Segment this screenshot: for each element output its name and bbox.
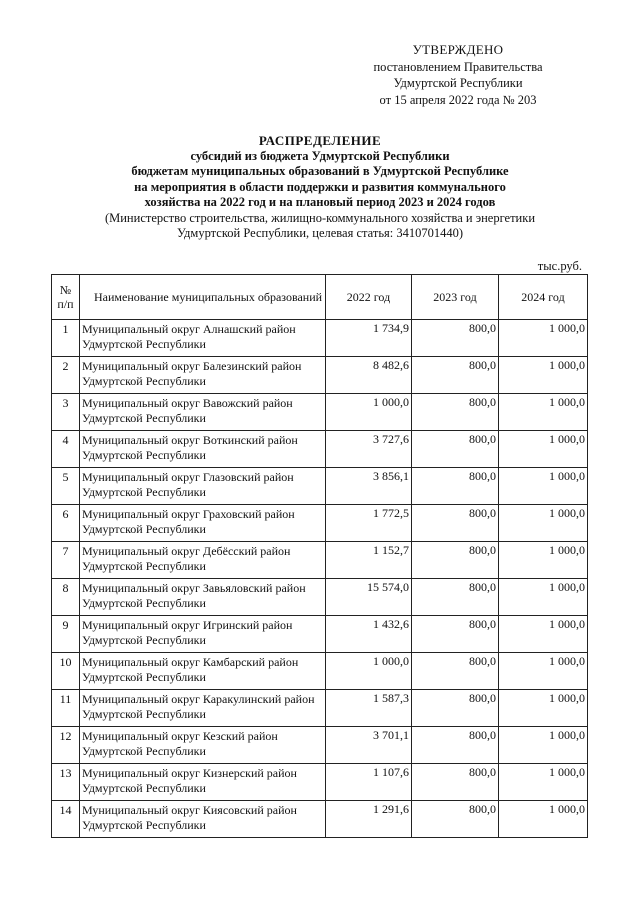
value-2022: 1 772,5: [326, 505, 412, 542]
table-row: [52, 616, 588, 653]
value-2023: 800,0: [412, 653, 499, 690]
table-row: [52, 357, 588, 394]
value-2022: 3 727,6: [326, 431, 412, 468]
row-number: 6: [52, 505, 80, 542]
row-number: 13: [52, 764, 80, 801]
municipality-name: Муниципальный округ Вавожский район Удмуртской Республики: [80, 394, 326, 431]
municipality-name: Муниципальный округ Кезский район Удмуртской Республики: [80, 727, 326, 764]
heading-line-2: бюджетам муниципальных образований в Удмуртской Республике: [131, 164, 509, 178]
heading-line-3: на мероприятия в области поддержки и развития коммунального: [134, 179, 506, 194]
table-row: [52, 431, 588, 468]
value-2024: 1 000,0: [499, 505, 588, 542]
approval-line-2: Удмуртской Республики: [393, 76, 523, 90]
document-heading: [60, 133, 580, 242]
municipality-name: Муниципальный округ Дебёсский район Удмуртской Республики: [80, 542, 326, 579]
value-2024: 1 000,0: [499, 801, 588, 838]
header-2022: 2022 год: [326, 275, 412, 320]
table-row: [52, 468, 588, 505]
value-2024: 1 000,0: [499, 579, 588, 616]
document-title: РАСПРЕДЕЛЕНИЕ: [258, 133, 382, 148]
row-number: 12: [52, 727, 80, 764]
header-municipality-name: Наименование муниципальных образований: [80, 275, 326, 320]
row-number: 14: [52, 801, 80, 838]
value-2023: 800,0: [412, 616, 499, 653]
row-number: 4: [52, 431, 80, 468]
approval-stamp: [358, 42, 558, 108]
value-2024: 1 000,0: [499, 764, 588, 801]
value-2022: 8 482,6: [326, 357, 412, 394]
municipality-name: Муниципальный округ Балезинский район Удмуртской Республики: [80, 357, 326, 394]
row-number: 11: [52, 690, 80, 727]
row-number: 5: [52, 468, 80, 505]
row-number: 1: [52, 320, 80, 357]
value-2022: 1 152,7: [326, 542, 412, 579]
value-2022: 1 107,6: [326, 764, 412, 801]
municipality-name: Муниципальный округ Каракулинский район Удмуртской Республики: [80, 690, 326, 727]
value-2023: 800,0: [412, 394, 499, 431]
table-row: [52, 653, 588, 690]
value-2024: 1 000,0: [499, 616, 588, 653]
value-2024: 1 000,0: [499, 653, 588, 690]
value-2023: 800,0: [412, 320, 499, 357]
value-2023: 800,0: [412, 431, 499, 468]
value-2022: 1 432,6: [326, 616, 412, 653]
municipality-name: Муниципальный округ Глазовский район Удмуртской Республики: [80, 468, 326, 505]
value-2023: 800,0: [412, 801, 499, 838]
approval-line-1: постановлением Правительства: [373, 59, 543, 74]
row-number: 2: [52, 357, 80, 394]
municipality-name: Муниципальный округ Воткинский район Удмуртской Республики: [80, 431, 326, 468]
heading-line-5: (Министерство строительства, жилищно-коммунального хозяйства и энергетики: [104, 210, 536, 225]
value-2023: 800,0: [412, 690, 499, 727]
value-2023: 800,0: [412, 764, 499, 801]
table-row: [52, 320, 588, 357]
value-2022: 3 856,1: [326, 468, 412, 505]
table-row: [52, 579, 588, 616]
approval-title: УТВЕРЖДЕНО: [412, 42, 504, 57]
heading-line-1: субсидий из бюджета Удмуртской Республики: [190, 148, 450, 163]
value-2022: 3 701,1: [326, 727, 412, 764]
value-2024: 1 000,0: [499, 394, 588, 431]
table-row: [52, 801, 588, 838]
row-number: 3: [52, 394, 80, 431]
municipality-name: Муниципальный округ Завьяловский район Удмуртской Республики: [80, 579, 326, 616]
value-2022: 1 734,9: [326, 320, 412, 357]
value-2024: 1 000,0: [499, 468, 588, 505]
value-2023: 800,0: [412, 579, 499, 616]
subsidy-table: [51, 274, 588, 838]
table-row: [52, 764, 588, 801]
value-2024: 1 000,0: [499, 357, 588, 394]
municipality-name: Муниципальный округ Игринский район Удмуртской Республики: [80, 616, 326, 653]
value-2022: 1 000,0: [326, 394, 412, 431]
header-2024: 2024 год: [499, 275, 588, 320]
header-number: [52, 275, 80, 320]
table-row: [52, 542, 588, 579]
table-row: [52, 505, 588, 542]
value-2024: 1 000,0: [499, 431, 588, 468]
header-number-label: п/п: [57, 297, 74, 311]
value-2023: 800,0: [412, 505, 499, 542]
value-2022: 1 000,0: [326, 653, 412, 690]
value-2024: 1 000,0: [499, 727, 588, 764]
table-row: [52, 690, 588, 727]
units-label: тыс.руб.: [537, 259, 582, 273]
value-2023: 800,0: [412, 727, 499, 764]
value-2022: 1 587,3: [326, 690, 412, 727]
value-2024: 1 000,0: [499, 690, 588, 727]
value-2022: 1 291,6: [326, 801, 412, 838]
value-2023: 800,0: [412, 357, 499, 394]
value-2023: 800,0: [412, 468, 499, 505]
value-2024: 1 000,0: [499, 320, 588, 357]
municipality-name: Муниципальный округ Кизнерский район Удмуртской Республики: [80, 764, 326, 801]
heading-line-4: хозяйства на 2022 год и на плановый период 2023 и 2024 годов: [144, 195, 496, 209]
header-number-symbol: №: [59, 283, 72, 297]
value-2023: 800,0: [412, 542, 499, 579]
municipality-name: Муниципальный округ Киясовский район Удмуртской Республики: [80, 801, 326, 838]
approval-line-3: от 15 апреля 2022 года № 203: [379, 92, 537, 107]
municipality-name: Муниципальный округ Алнашский район Удмуртской Республики: [80, 320, 326, 357]
header-2023: 2023 год: [412, 275, 499, 320]
municipality-name: Муниципальный округ Камбарский район Удмуртской Республики: [80, 653, 326, 690]
row-number: 9: [52, 616, 80, 653]
heading-line-6: Удмуртской Республики, целевая статья: 3410701440): [176, 226, 464, 240]
table-row: [52, 394, 588, 431]
table-row: [52, 727, 588, 764]
row-number: 7: [52, 542, 80, 579]
row-number: 10: [52, 653, 80, 690]
value-2022: 15 574,0: [326, 579, 412, 616]
table-body: [52, 320, 588, 838]
table-header-row: [52, 275, 588, 320]
value-2024: 1 000,0: [499, 542, 588, 579]
municipality-name: Муниципальный округ Граховский район Удмуртской Республики: [80, 505, 326, 542]
row-number: 8: [52, 579, 80, 616]
